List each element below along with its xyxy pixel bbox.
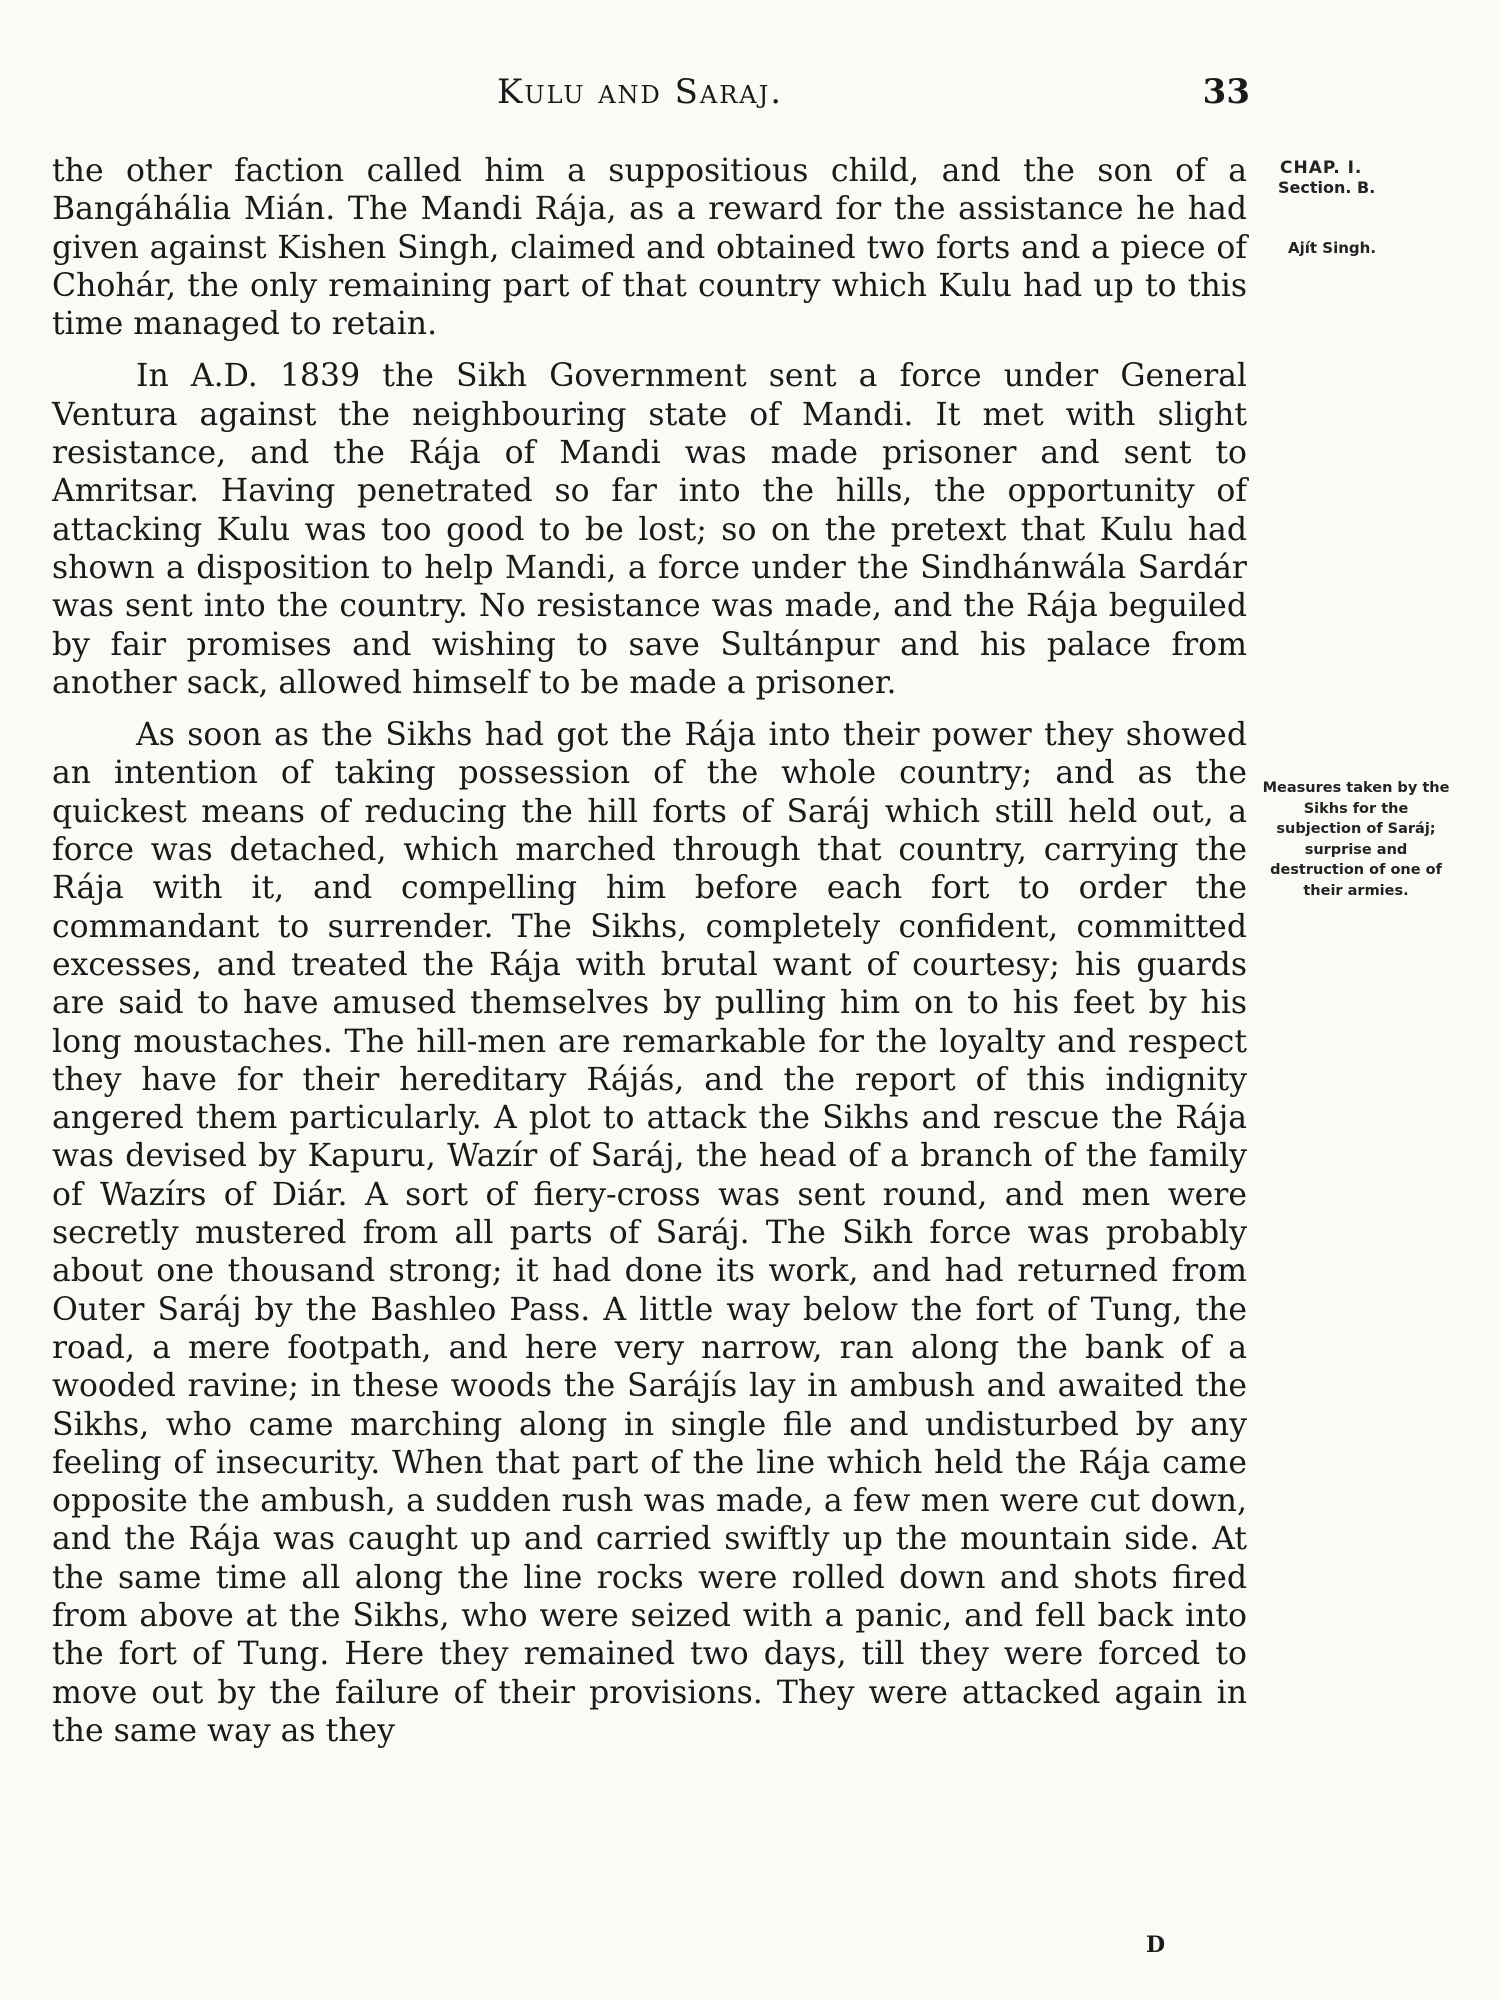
section-label: Section. B. [1278,178,1376,197]
page-number: 33 [1202,72,1250,112]
paragraph-sikh-government: In A.D. 1839 the Sikh Government sent a force under General Ventura against the neighbouring state of Mandi. It met with slight resistance, and the Rája of Mandi was made prisoner and sent to Amritsar. Having penetrated so far into the hills, the opportunity of attacking Kulu was too good to be lost; so on the pretext that Kulu had shown a disposition to help Mandi, a force under the Sindhánwála Sardár was sent into the country. No resistance was made, and the Rája beguiled by fair promises and wishing to save Sultánpur and his palace from another sack, allowed himself to be made a prisoner. [52,358,1247,701]
paragraph-sikhs-power: As soon as the Sikhs had got the Rája into their power they showed an intention of taking possession of the whole country; and as the quickest means of reducing the hill forts of Saráj which still held out, a force was detached, which marched through that country, carrying the Rája with it, and compelling him before each fort to order the commandant to surrender. The Sikhs, completely confident, committed excesses, and treated the Rája with brutal want of courtesy; his guards are said to have amused themselves by pulling him on to his feet by his long moustaches. The hill-men are remarkable for the loyalty and respect they have for their hereditary Rájás, and the report of this indignity angered them particularly. A plot to attack the Sikhs and rescue the Rája was devised by Kapuru, Wazír of Saráj, the head of a branch of the family of Wazírs of Diár. A sort of fiery-cross was sent round, and men were secretly mustered from all parts of Saráj. The Sikh force was probably about one thousand strong; it had done its work, and had returned from Outer Saráj by the Bashleo Pass. A little way below the fort of Tung, the road, a mere footpath, and here very narrow, ran along the bank of a wooded ravine; in these woods the Sarájís lay in ambush and awaited the Sikhs, who came marching along in single file and undisturbed by any feeling of insecurity. When that part of the line which held the Rája came opposite the ambush, a sudden rush was made, a few men were cut down, and the Rája was caught up and carried swiftly up the mountain side. At the same time all along the line rocks were rolled down and shots fired from above at the Sikhs, who were seized with a panic, and fell back into the fort of Tung. Here they remained two days, till they were forced to move out by the failure of their provisions. They were attacked again in the same way as they [52,717,1247,1749]
sidenote-chapter [1278,158,1448,198]
signature-mark: D [1146,1932,1166,1958]
chapter-label: CHAP. I. [1280,158,1363,178]
paragraph-continuation: the other faction called him a suppositious child, and the son of a Bangáhália Mián. The Mandi Rája, as a reward for the assistance he had given against Kishen Singh, claimed and obtained two forts and a piece of Chohár, the only remaining part of that country which Kulu had up to this time managed to retain. [52,153,1247,343]
page-header [50,72,1250,122]
running-title: Kulu and Saraj. [496,72,784,112]
sidenote-measures: Measures taken by the Sikhs for the subjection of Saráj; surprise and destruction of one of their armies. [1262,780,1450,899]
body-text [52,152,1247,1750]
sidenote-ajit-singh: Ajít Singh. [1288,239,1377,257]
